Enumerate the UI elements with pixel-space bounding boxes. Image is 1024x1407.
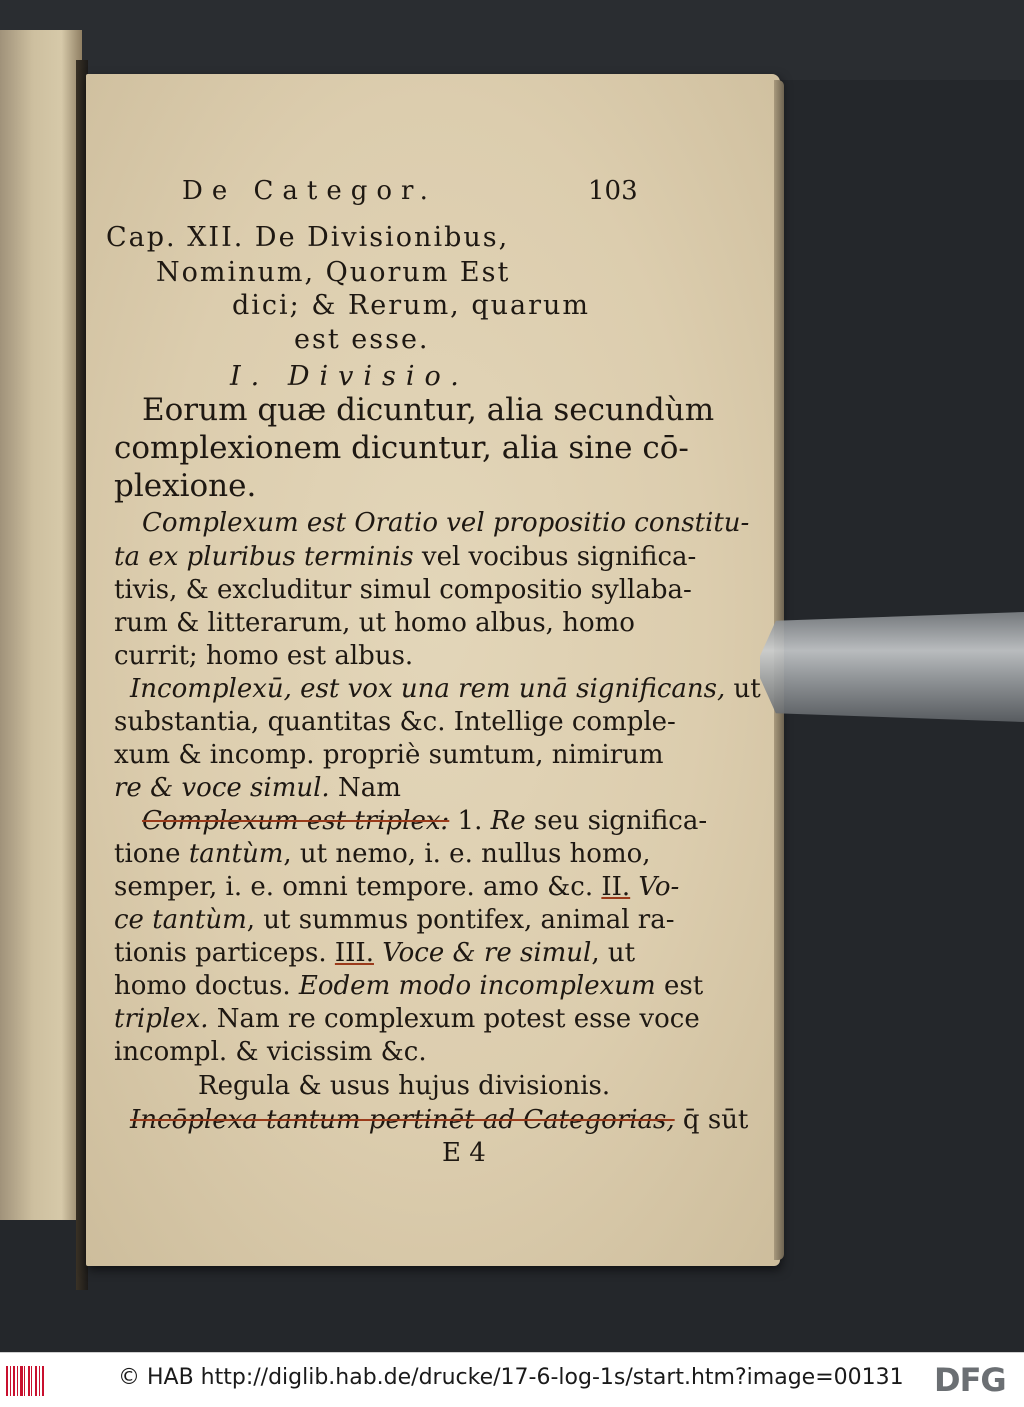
last-line-rest: q̄ sūt	[674, 1105, 749, 1135]
chapter-title-line-3: dici; & Rerum, quarum	[232, 290, 591, 321]
p4-line-3	[114, 872, 679, 902]
credit-link[interactable]: © HAB http://diglib.hab.de/drucke/17-6-log-1s/start.htm?image=00131	[118, 1365, 904, 1390]
right-page	[86, 74, 780, 1266]
p4-l7-it: triplex.	[114, 1004, 209, 1034]
p3-line-3: xum & incomp. propriè sumtum, nimirum	[114, 740, 664, 770]
viewer-footer	[0, 1352, 1024, 1407]
p2-l2-rest: vel vocibus significa-	[413, 542, 697, 572]
p3-line-1	[130, 674, 761, 704]
p2-line-3: tivis, & excluditur simul compositio syllaba-	[114, 575, 692, 605]
p4-l4-rest: , ut summus pontifex, animal ra-	[246, 905, 675, 935]
p4-l7-rest: Nam re complexum potest esse voce	[208, 1004, 700, 1034]
p2-line-5: currit; homo est albus.	[114, 641, 414, 671]
p2-l1: Complexum est Oratio vel propositio constitu-	[142, 508, 750, 538]
p4-line-7	[114, 1004, 700, 1034]
hab-barcode-logo-icon	[6, 1366, 46, 1396]
p4-l5-rest: , ut	[591, 938, 636, 968]
signature-mark: E 4	[442, 1138, 486, 1168]
p3-l4-rest: Nam	[329, 773, 401, 803]
p4-l1-num: 1.	[449, 806, 491, 836]
running-head: De Categor.	[182, 176, 437, 206]
p4-l5-num: III.	[334, 938, 374, 968]
p4-l1-rest: seu significa-	[525, 806, 708, 836]
chapter-title-line-2: Nominum, Quorum Est	[156, 257, 511, 288]
p4-line-4	[114, 905, 675, 935]
p4-line-5	[114, 938, 635, 968]
p4-l1-it: Complexum est triplex:	[142, 806, 450, 836]
left-page-fragment	[0, 30, 82, 1220]
p4-l6a: homo doctus.	[114, 971, 299, 1001]
p4-l3-it: Vo-	[630, 872, 680, 902]
p4-l1-it2: Re	[490, 806, 526, 836]
page-holder-clip	[760, 612, 1024, 722]
dfg-logo-icon: DFG	[934, 1361, 1006, 1399]
p3-line-2: substantia, quantitas &c. Intellige comple-	[114, 707, 676, 737]
p4-line-8: incompl. & vicissim &c.	[114, 1037, 427, 1067]
p2-line-2	[114, 542, 696, 572]
p4-l4-it: ce tantùm	[114, 905, 247, 935]
background-board	[0, 0, 1024, 80]
p3-l1-it: Incomplexū, est vox una rem unā significans,	[130, 674, 726, 704]
chapter-title-line-1: Cap. XII. De Divisionibus,	[106, 222, 510, 253]
p1-line-1: Eorum quæ dicuntur, alia secundùm	[142, 392, 715, 428]
p4-l3-num: II.	[601, 872, 631, 902]
p2-line-1	[142, 508, 749, 538]
p3-line-4	[114, 773, 401, 803]
last-line-it: Incōplexa tantum pertinēt ad Categorias,	[130, 1105, 675, 1135]
p4-l6-it: Eodem modo incomplexum	[298, 971, 656, 1001]
p4-l2a: tione	[114, 839, 189, 869]
p1-line-3: plexione.	[114, 468, 257, 504]
page-number: 103	[588, 176, 638, 206]
p3-l1-rest: ut	[725, 674, 761, 704]
p4-line-6	[114, 971, 703, 1001]
p4-line-1	[142, 806, 707, 836]
last-line	[130, 1105, 748, 1135]
p4-l6-rest: est	[655, 971, 704, 1001]
p4-l5a: tionis particeps.	[114, 938, 335, 968]
p2-line-4: rum & litterarum, ut homo albus, homo	[114, 608, 635, 638]
p4-l5-it: Voce & re simul	[373, 938, 592, 968]
p1-line-2: complexionem dicuntur, alia sine cō-	[114, 430, 689, 466]
p3-l4-it: re & voce simul.	[114, 773, 330, 803]
section-heading: I. Divisio.	[230, 361, 469, 392]
p4-l2-it: tantùm	[188, 839, 284, 869]
p4-line-2	[114, 839, 651, 869]
rule-heading: Regula & usus hujus divisionis.	[198, 1071, 611, 1101]
p4-l3a: semper, i. e. omni tempore. amo &c.	[114, 872, 602, 902]
p2-l2-it: ta ex pluribus terminis	[114, 542, 414, 572]
p4-l2-rest: , ut nemo, i. e. nullus homo,	[283, 839, 651, 869]
chapter-title-line-4: est esse.	[294, 324, 430, 355]
